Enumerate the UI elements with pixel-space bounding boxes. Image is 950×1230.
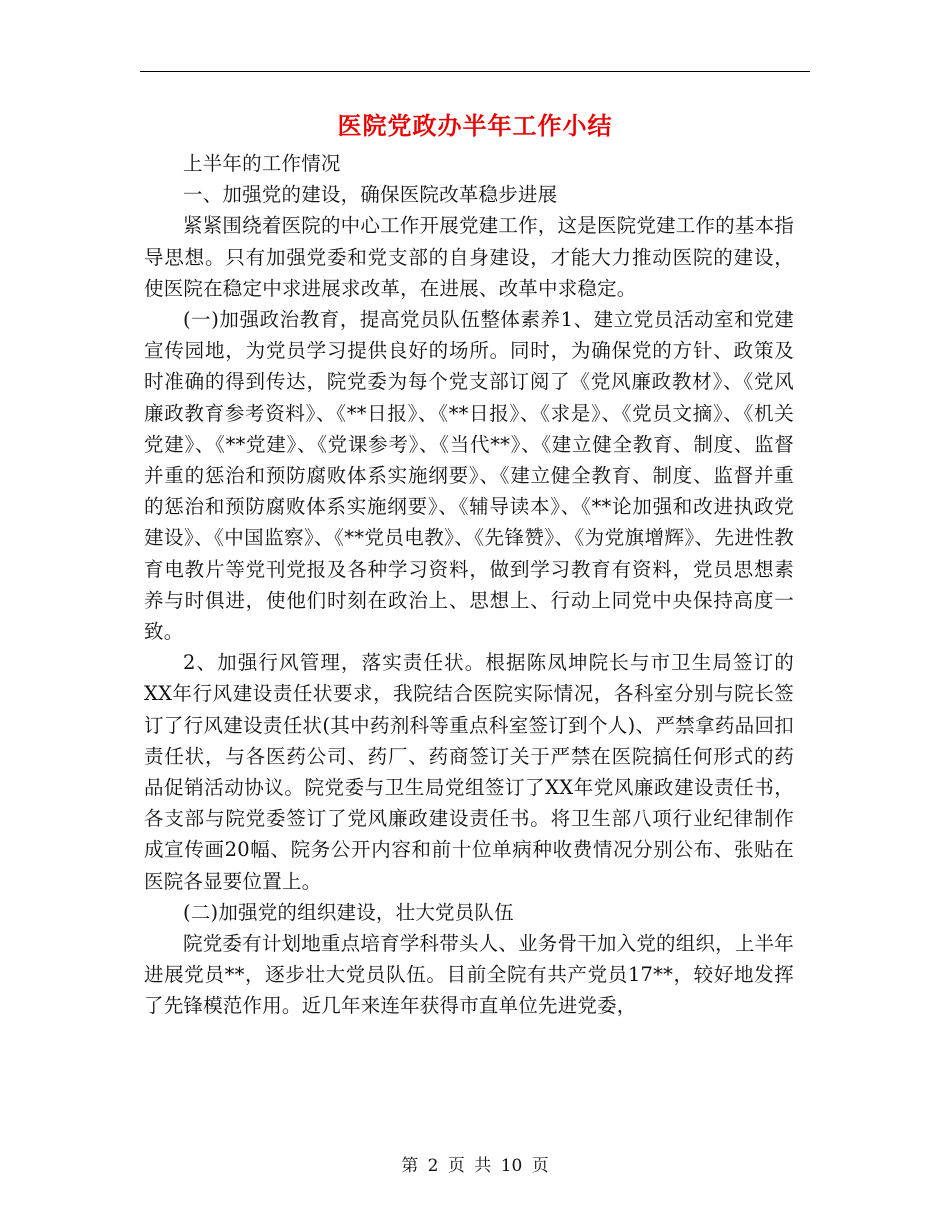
document-body — [144, 148, 794, 1022]
body-paragraph: 紧紧围绕着医院的中心工作开展党建工作，这是医院党建工作的基本指导思想。只有加强党委和党支部的自身建设，才能大力推动医院的建设，使医院在稳定中求进展求改革，在进展、改革中求稳定。 — [144, 214, 794, 300]
section-heading: 一、加强党的建设，确保医院改革稳步进展 — [183, 183, 558, 207]
body-paragraph: 院党委有计划地重点培育学科带头人、业务骨干加入党的组织，上半年进展党员**，逐步壮大党员队伍。目前全院有共产党员17**，较好地发挥了先锋模范作用。近几年来连年获得市直单位先进党委， — [144, 932, 794, 1018]
page-number: 第 2 页 共 10 页 — [401, 1156, 549, 1176]
document-title: 医院党政办半年工作小结 — [337, 111, 613, 140]
header-rule — [140, 71, 810, 72]
section-heading: (二)加强党的组织建设，壮大党员队伍 — [183, 900, 514, 924]
body-paragraph: (一)加强政治教育，提高党员队伍整体素养1、建立党员活动室和党建宣传园地，为党员学习提供良好的场所。同时，为确保党的方针、政策及时准确的得到传达，院党委为每个党支部订阅了《党风廉政教材》、《党风廉政教育参考资料》、《**日报》、《**日报》、《求是》、《党员文摘》、《机关党建》、《**党建》、《党课参考》、《当代**》、《建立健全教育、制度、监督并重的惩治和预防腐败体系实施纲要》、《建立健全教育、制度、监督并重的惩治和预防腐败体系实施纲要》、《辅导读本》、《**论加强和改进执政党建设》、《中国监察》、《**党员电教》、《先锋赞》、《为党旗增辉》、先进性教育电教片等党刊党报及各种学习资料，做到学习教育有资料，党员思想素养与时俱进，使他们时刻在政治上、思想上、行动上同党中央保持高度一致。 — [144, 308, 794, 644]
section-heading: 上半年的工作情况 — [183, 152, 341, 175]
body-paragraph: 2、加强行风管理，落实责任状。根据陈凤坤院长与市卫生局签订的XX年行风建设责任状要求，我院结合医院实际情况，各科室分别与院长签订了行风建设责任状(其中药剂科等重点科室签订到个人)、严禁拿药品回扣责任状，与各医药公司、药厂、药商签订关于严禁在医院搞任何形式的药品促销活动协议。院党委与卫生局党组签订了XX年党风廉政建设责任书，各支部与院党委签订了党风廉政建设责任书。将卫生部八项行业纪律制作成宣传画20幅、院务公开内容和前十位单病种收费情况分别公布、张贴在医院各显要位置上。 — [144, 651, 794, 893]
